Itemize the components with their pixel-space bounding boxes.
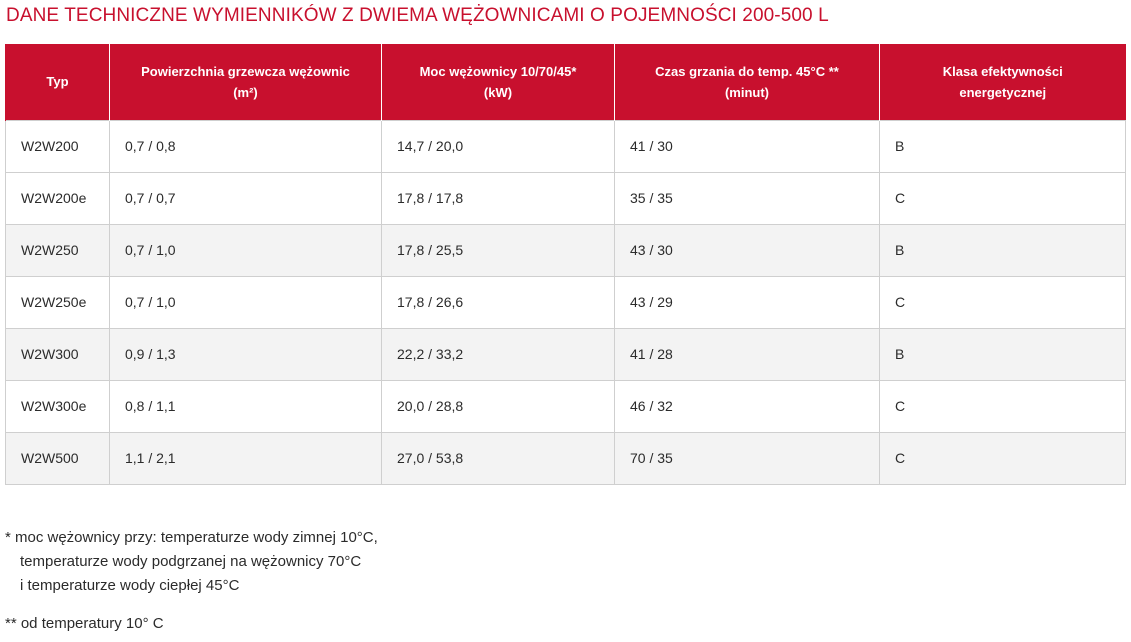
column-header-unit: (minut) (724, 84, 770, 100)
cell-heating-surface: 0,9 / 1,3 (110, 328, 382, 380)
footnote-heating-time: ** od temperatury 10° C (5, 615, 164, 632)
cell-heating-surface: 0,7 / 1,0 (110, 276, 382, 328)
column-header-label: Klasa efektywności (942, 63, 1063, 79)
cell-coil-power: 14,7 / 20,0 (382, 120, 615, 172)
cell-coil-power: 27,0 / 53,8 (382, 432, 615, 484)
column-header-type (6, 44, 110, 120)
column-header-unit: (kW) (483, 84, 513, 100)
table-row (6, 224, 1126, 276)
footnote-power-line1: * moc wężownicy przy: temperaturze wody zimnej 10°C, (5, 529, 378, 546)
cell-type: W2W300e (6, 380, 110, 432)
cell-heating-time: 43 / 29 (615, 276, 880, 328)
cell-type: W2W200 (6, 120, 110, 172)
cell-heating-surface: 0,7 / 1,0 (110, 224, 382, 276)
table-header-row (6, 44, 1126, 120)
cell-energy-class: C (880, 380, 1126, 432)
cell-heating-time: 35 / 35 (615, 172, 880, 224)
cell-coil-power: 20,0 / 28,8 (382, 380, 615, 432)
footnote-power-line3: i temperaturze wody ciepłej 45°C (20, 577, 240, 594)
column-header-label: Czas grzania do temp. 45°C ** (655, 63, 839, 79)
cell-heating-surface: 0,7 / 0,8 (110, 120, 382, 172)
cell-heating-time: 43 / 30 (615, 224, 880, 276)
cell-heating-time: 70 / 35 (615, 432, 880, 484)
cell-energy-class: B (880, 120, 1126, 172)
cell-heating-surface: 1,1 / 2,1 (110, 432, 382, 484)
column-header-label: Typ (46, 74, 69, 90)
table-row (6, 120, 1126, 172)
table-row (6, 172, 1126, 224)
column-header-energy-class (880, 44, 1126, 120)
column-header-label: Moc wężownicy 10/70/45* (419, 63, 577, 79)
cell-type: W2W200e (6, 172, 110, 224)
column-header-heating-time (615, 44, 880, 120)
cell-heating-surface: 0,7 / 0,7 (110, 172, 382, 224)
cell-energy-class: C (880, 432, 1126, 484)
table-row (6, 328, 1126, 380)
cell-energy-class: C (880, 276, 1126, 328)
cell-type: W2W250e (6, 276, 110, 328)
column-header-heating-surface (110, 44, 382, 120)
cell-type: W2W300 (6, 328, 110, 380)
cell-type: W2W500 (6, 432, 110, 484)
cell-coil-power: 22,2 / 33,2 (382, 328, 615, 380)
cell-coil-power: 17,8 / 17,8 (382, 172, 615, 224)
cell-energy-class: B (880, 328, 1126, 380)
specifications-table (5, 44, 1126, 485)
column-header-label: energetycznej (959, 84, 1047, 100)
column-header-label: Powierzchnia grzewcza wężownic (141, 63, 350, 79)
cell-heating-time: 46 / 32 (615, 380, 880, 432)
cell-heating-time: 41 / 30 (615, 120, 880, 172)
cell-type: W2W250 (6, 224, 110, 276)
table-row (6, 276, 1126, 328)
table-row (6, 432, 1126, 484)
cell-energy-class: B (880, 224, 1126, 276)
column-header-unit: (m²) (233, 84, 258, 100)
page-title: DANE TECHNICZNE WYMIENNIKÓW Z DWIEMA WĘŻOWNICAMI O POJEMNOŚCI 200-500 L (6, 5, 829, 26)
cell-coil-power: 17,8 / 25,5 (382, 224, 615, 276)
table-row (6, 380, 1126, 432)
cell-heating-time: 41 / 28 (615, 328, 880, 380)
column-header-coil-power (382, 44, 615, 120)
footnotes (5, 526, 378, 636)
cell-energy-class: C (880, 172, 1126, 224)
footnote-power-line2: temperaturze wody podgrzanej na wężownicy 70°C (20, 553, 362, 570)
cell-coil-power: 17,8 / 26,6 (382, 276, 615, 328)
cell-heating-surface: 0,8 / 1,1 (110, 380, 382, 432)
